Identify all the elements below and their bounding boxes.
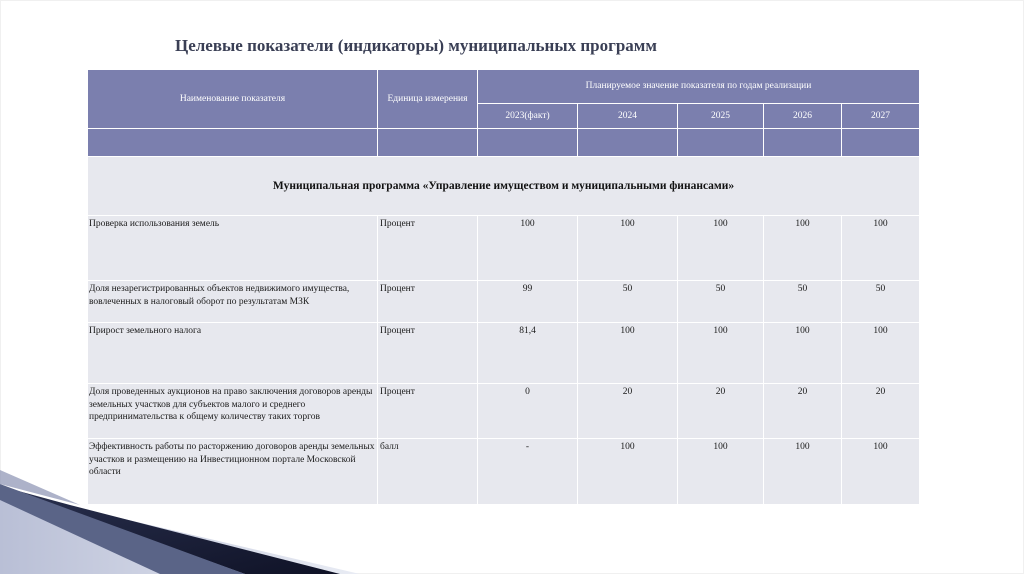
indicator-value: 50 [842,281,920,323]
indicator-unit: Процент [378,384,478,439]
header-year: 2027 [842,103,920,128]
indicator-value: 50 [764,281,842,323]
indicator-value: 81,4 [478,323,578,384]
indicator-name: Прирост земельного налога [88,323,378,384]
indicator-value: 100 [578,216,678,281]
indicator-name: Доля незарегистрированных объектов недвижимого имущества, вовлеченных в налоговый оборот по результатам МЗК [88,281,378,323]
indicator-unit: Процент [378,323,478,384]
header-year: 2025 [678,103,764,128]
program-title: Муниципальная программа «Управление имуществом и муниципальными финансами» [88,157,920,216]
indicator-value: 100 [842,323,920,384]
indicator-unit: Процент [378,281,478,323]
indicator-value: 20 [678,384,764,439]
header-year: 2026 [764,103,842,128]
indicator-value: 99 [478,281,578,323]
indicator-value: 100 [842,439,920,505]
header-unit: Единица измерения [378,70,478,129]
indicator-value: 100 [578,439,678,505]
indicator-unit: Процент [378,216,478,281]
indicator-value: 100 [842,216,920,281]
indicator-value: 50 [678,281,764,323]
indicator-name: Доля проведенных аукционов на право заключения договоров аренды земельных участков для субъектов малого и среднего предпринимательства к общему количеству таких торгов [88,384,378,439]
indicator-unit: балл [378,439,478,505]
header-year: 2023(факт) [478,103,578,128]
indicator-value: 100 [764,216,842,281]
indicator-name: Проверка использования земель [88,216,378,281]
indicator-value: 100 [578,323,678,384]
indicator-value: 100 [678,216,764,281]
indicator-value: 100 [764,323,842,384]
indicator-value: - [478,439,578,505]
header-planned-values: Планируемое значение показателя по годам реализации [478,70,920,104]
indicator-value: 100 [764,439,842,505]
indicator-value: 20 [842,384,920,439]
header-indicator-name: Наименование показателя [88,70,378,129]
indicator-value: 0 [478,384,578,439]
indicator-value: 20 [578,384,678,439]
indicator-name: Эффективность работы по расторжению договоров аренды земельных участков и размещению на Инвестиционном портале Московской области [88,439,378,505]
indicator-value: 50 [578,281,678,323]
indicator-value: 100 [478,216,578,281]
indicator-value: 20 [764,384,842,439]
slide-title: Целевые показатели (индикаторы) муниципальных программ [175,36,657,55]
indicator-value: 100 [678,323,764,384]
header-year: 2024 [578,103,678,128]
indicator-value: 100 [678,439,764,505]
